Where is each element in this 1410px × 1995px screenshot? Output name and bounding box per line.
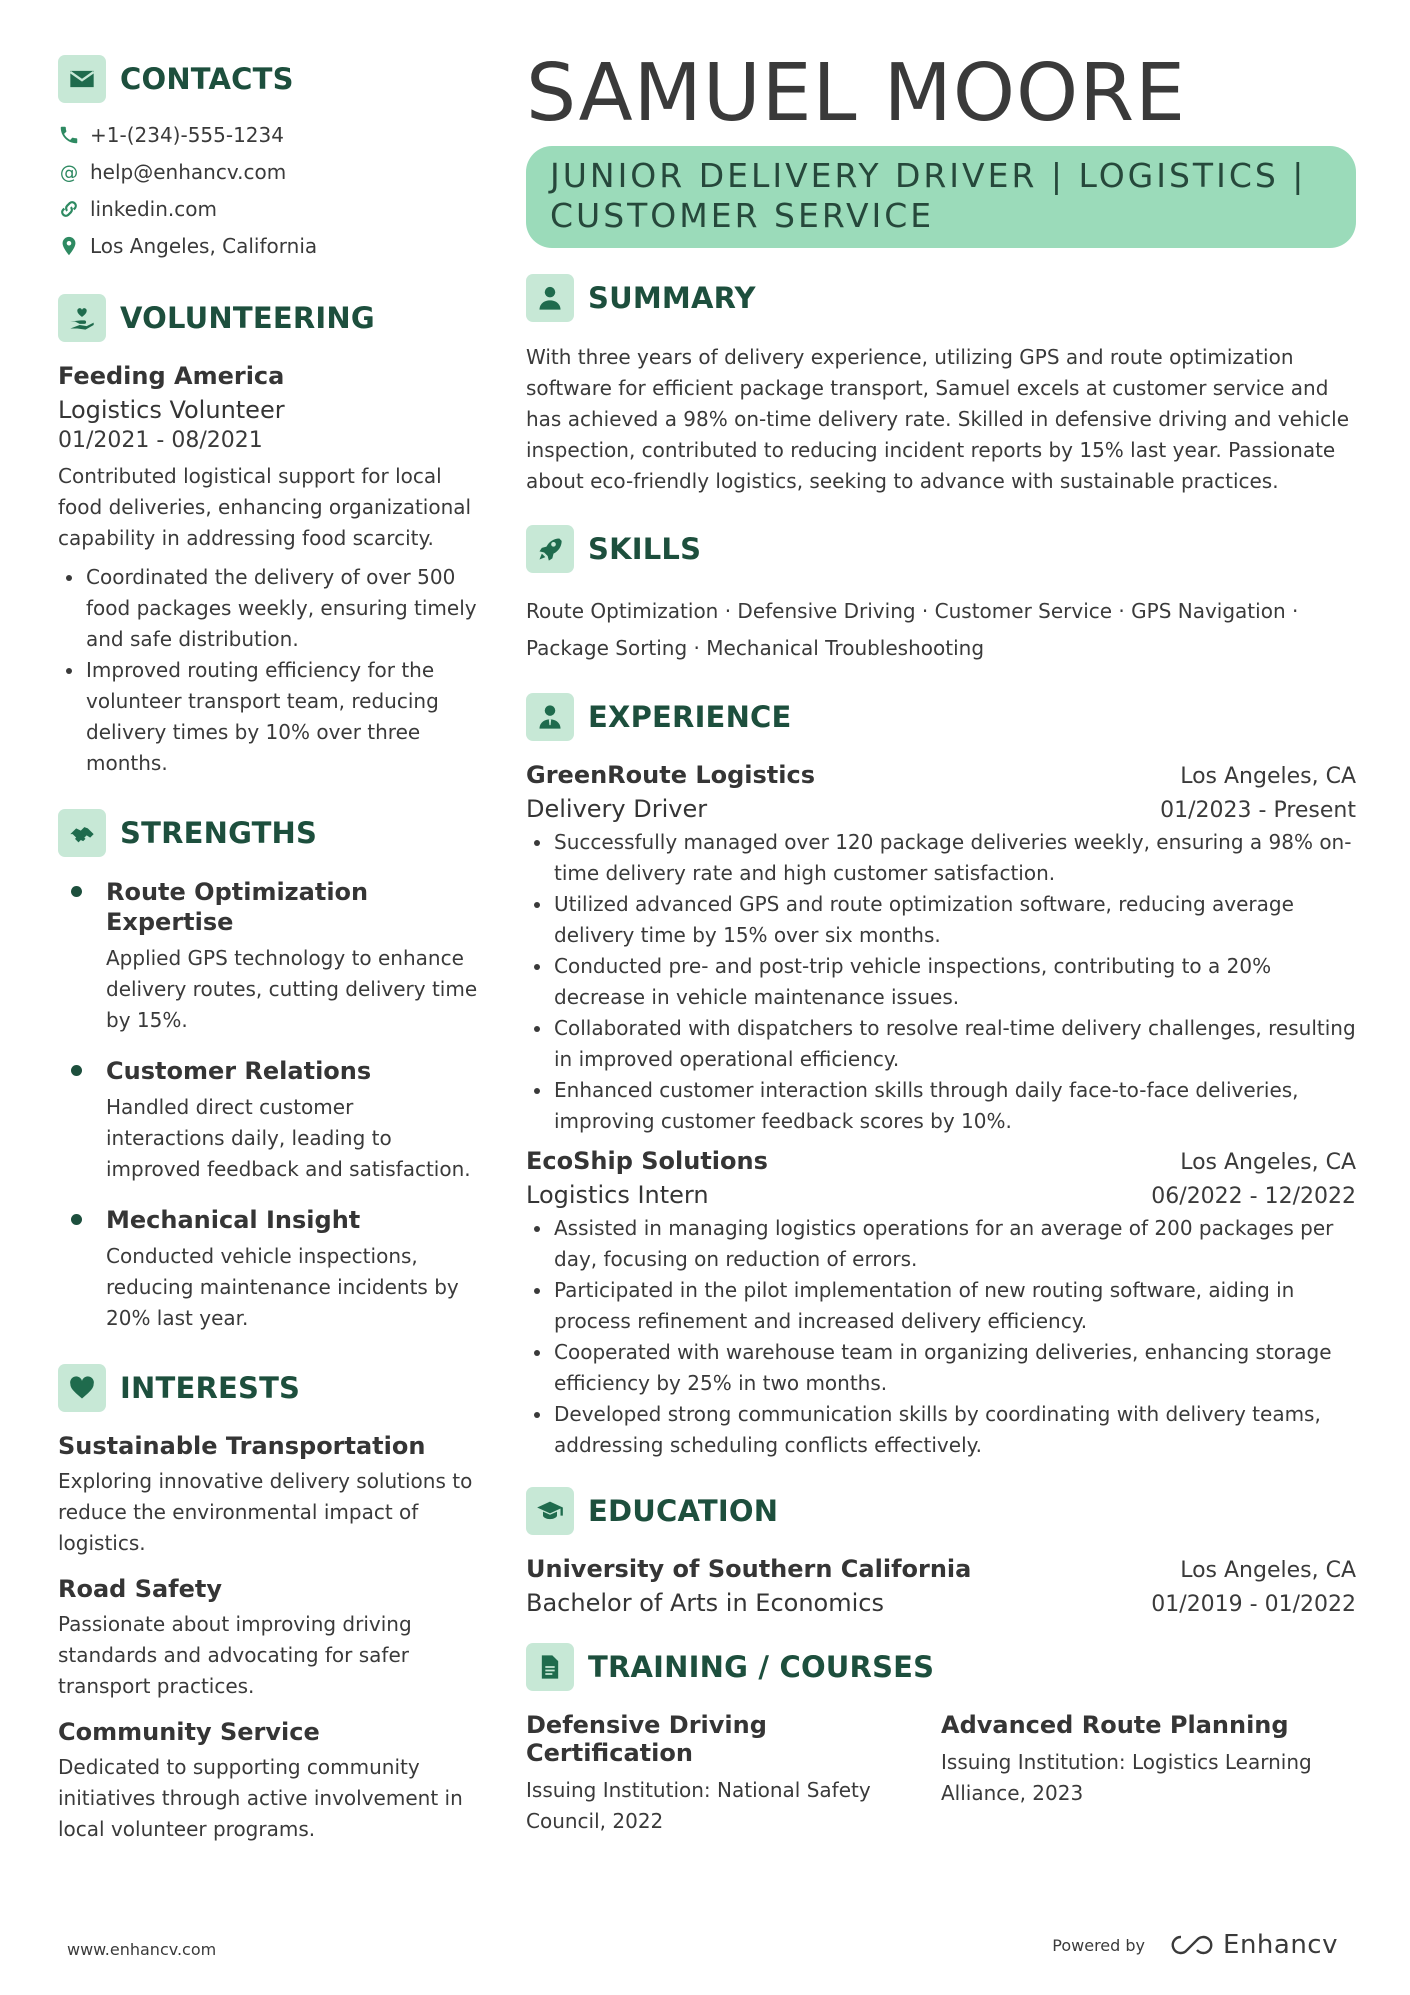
list-item: Assisted in managing logistics operations for an average of 200 packages per day, focusing on reduction of errors. [526,1213,1356,1275]
contacts-header [58,55,478,103]
contacts-title: CONTACTS [120,62,294,96]
experience-entry [526,761,1356,1137]
interest-item [58,1575,478,1702]
powered-by-label: Powered by [1052,1935,1146,1955]
education-header [526,1487,1356,1535]
volunteer-dates: 01/2021 - 08/2021 [58,428,263,453]
list-item: Improved routing efficiency for the volunteer transport team, reducing delivery times by 10% over three months. [58,655,478,779]
link-icon [58,198,80,220]
volunteer-org: Feeding America [58,362,285,390]
skills-line: Package Sorting · Mechanical Troubleshooting [526,636,985,660]
job-dates: 01/2023 - Present [1160,798,1356,823]
experience-header [526,693,1356,741]
strength-item [58,877,478,1036]
heart-icon [58,1364,106,1412]
job-role: Logistics Intern [526,1181,709,1209]
summary-text: With three years of delivery experience, utilizing GPS and route optimization software for efficient package transport, Samuel excels at customer service and has achieved a 98% on-time delivery rate. Skilled in defensive driving and vehicle inspection, contributed to reducing incident reports by 15% last year. Passionate about eco-friendly logistics, seeking to advance with sustainable practices. [526,345,1349,493]
volunteer-role: Logistics Volunteer [58,396,285,424]
job-bullets [526,1213,1356,1461]
enhancv-logo-icon [1169,1933,1215,1957]
education-title: EDUCATION [588,1494,779,1528]
skills-list [526,593,1356,667]
interest-desc: Dedicated to supporting community initiatives through active involvement in local volunteer programs. [58,1755,463,1841]
footer-website[interactable]: www.enhancv.com [67,1940,217,1959]
list-item: Conducted pre- and post-trip vehicle inspections, contributing to a 20% decrease in vehicle maintenance issues. [526,951,1356,1013]
interests-title: INTERESTS [120,1371,301,1405]
list-item: Participated in the pilot implementation of new routing software, aiding in process refinement and increased delivery efficiency. [526,1275,1356,1337]
right-column [526,47,1356,1837]
summary-header [526,274,1356,322]
interest-item [58,1432,478,1559]
interest-desc: Passionate about improving driving standards and advocating for safer transport practices. [58,1612,412,1698]
skills-header [526,525,1356,573]
strength-title: Mechanical Insight [106,1206,361,1234]
volunteer-description: Contributed logistical support for local food deliveries, enhancing organizational capability in addressing food scarcity. [58,464,472,550]
job-bullets [526,827,1356,1137]
contact-location [58,234,478,258]
interest-title: Sustainable Transportation [58,1432,426,1460]
interests-header [58,1364,478,1412]
course-desc: Issuing Institution: Logistics Learning Alliance, 2023 [941,1750,1312,1805]
course-item [941,1711,1356,1837]
company-name: GreenRoute Logistics [526,761,816,789]
volunteering-title: VOLUNTEERING [120,301,375,335]
interest-title: Community Service [58,1718,320,1746]
list-item: Cooperated with warehouse team in organizing deliveries, enhancing storage efficiency by 25% in two months. [526,1337,1356,1399]
strength-desc: Conducted vehicle inspections, reducing maintenance incidents by 20% last year. [106,1244,459,1330]
experience-title: EXPERIENCE [588,700,792,734]
training-title: TRAINING / COURSES [588,1650,935,1684]
volunteering-header [58,294,478,342]
education-dates: 01/2019 - 01/2022 [1151,1592,1356,1617]
document-icon [526,1643,574,1691]
strength-item [58,1056,478,1185]
graduation-cap-icon [526,1487,574,1535]
phone-text[interactable]: +1-(234)-555-1234 [90,123,284,147]
svg-text:@: @ [59,162,79,183]
email-link[interactable]: help@enhancv.com [90,160,287,184]
list-item: Coordinated the delivery of over 500 food packages weekly, ensuring timely and safe distribution. [58,562,478,655]
volunteer-bullets [58,562,478,779]
school-name: University of Southern California [526,1555,972,1583]
at-sign-icon [58,161,80,183]
list-item: Successfully managed over 120 package deliveries weekly, ensuring a 98% on-time delivery rate and high customer satisfaction. [526,827,1356,889]
handshake-icon [58,809,106,857]
interest-title: Road Safety [58,1575,223,1603]
candidate-name: SAMUEL MOORE [526,47,1187,139]
interest-desc: Exploring innovative delivery solutions to reduce the environmental impact of logistics. [58,1469,473,1555]
location-pin-icon [58,235,80,257]
summary-title: SUMMARY [588,281,756,315]
strengths-header [58,809,478,857]
brand-name[interactable]: Enhancv [1223,1930,1338,1960]
list-item: Developed strong communication skills by coordinating with delivery teams, addressing scheduling conflicts effectively. [526,1399,1356,1461]
hand-heart-icon [58,294,106,342]
strength-title: Route Optimization Expertise [106,878,369,936]
strength-item [58,1205,478,1334]
course-title: Defensive Driving Certification [526,1711,767,1767]
list-item: Utilized advanced GPS and route optimization software, reducing average delivery time by 15% over six months. [526,889,1356,951]
strength-title: Customer Relations [106,1057,372,1085]
school-location: Los Angeles, CA [1180,1558,1356,1583]
job-role: Delivery Driver [526,795,708,823]
strength-desc: Applied GPS technology to enhance delivery routes, cutting delivery time by 15%. [106,946,478,1032]
job-location: Los Angeles, CA [1180,1150,1356,1175]
job-title-banner: JUNIOR DELIVERY DRIVER | LOGISTICS | CUSTOMER SERVICE [526,146,1356,248]
briefcase-person-icon [526,693,574,741]
course-item [526,1711,941,1837]
contact-phone [58,123,478,147]
training-header [526,1643,1356,1691]
contact-email [58,160,478,184]
course-title: Advanced Route Planning [941,1711,1289,1739]
strength-desc: Handled direct customer interactions daily, leading to improved feedback and satisfaction. [106,1095,471,1181]
location-text: Los Angeles, California [90,234,318,258]
phone-icon [58,124,80,146]
list-item: Enhanced customer interaction skills through daily face-to-face deliveries, improving customer feedback scores by 10%. [526,1075,1356,1137]
strengths-title: STRENGTHS [120,816,318,850]
person-icon [526,274,574,322]
experience-entry [526,1147,1356,1461]
degree: Bachelor of Arts in Economics [526,1589,884,1617]
courses-list [526,1711,1356,1837]
course-desc: Issuing Institution: National Safety Council, 2022 [526,1778,871,1833]
company-name: EcoShip Solutions [526,1147,768,1175]
skills-line: Route Optimization · Defensive Driving · Customer Service · GPS Navigation · [526,599,1299,623]
left-column [58,55,478,1861]
footer-brand [1052,1930,1338,1960]
list-item: Collaborated with dispatchers to resolve real-time delivery challenges, resulting in improved operational efficiency. [526,1013,1356,1075]
envelope-icon [58,55,106,103]
rocket-icon [526,525,574,573]
skills-title: SKILLS [588,532,702,566]
job-dates: 06/2022 - 12/2022 [1151,1184,1356,1209]
linkedin-link[interactable]: linkedin.com [90,197,217,221]
interest-item [58,1718,478,1845]
contact-linkedin [58,197,478,221]
job-location: Los Angeles, CA [1180,764,1356,789]
